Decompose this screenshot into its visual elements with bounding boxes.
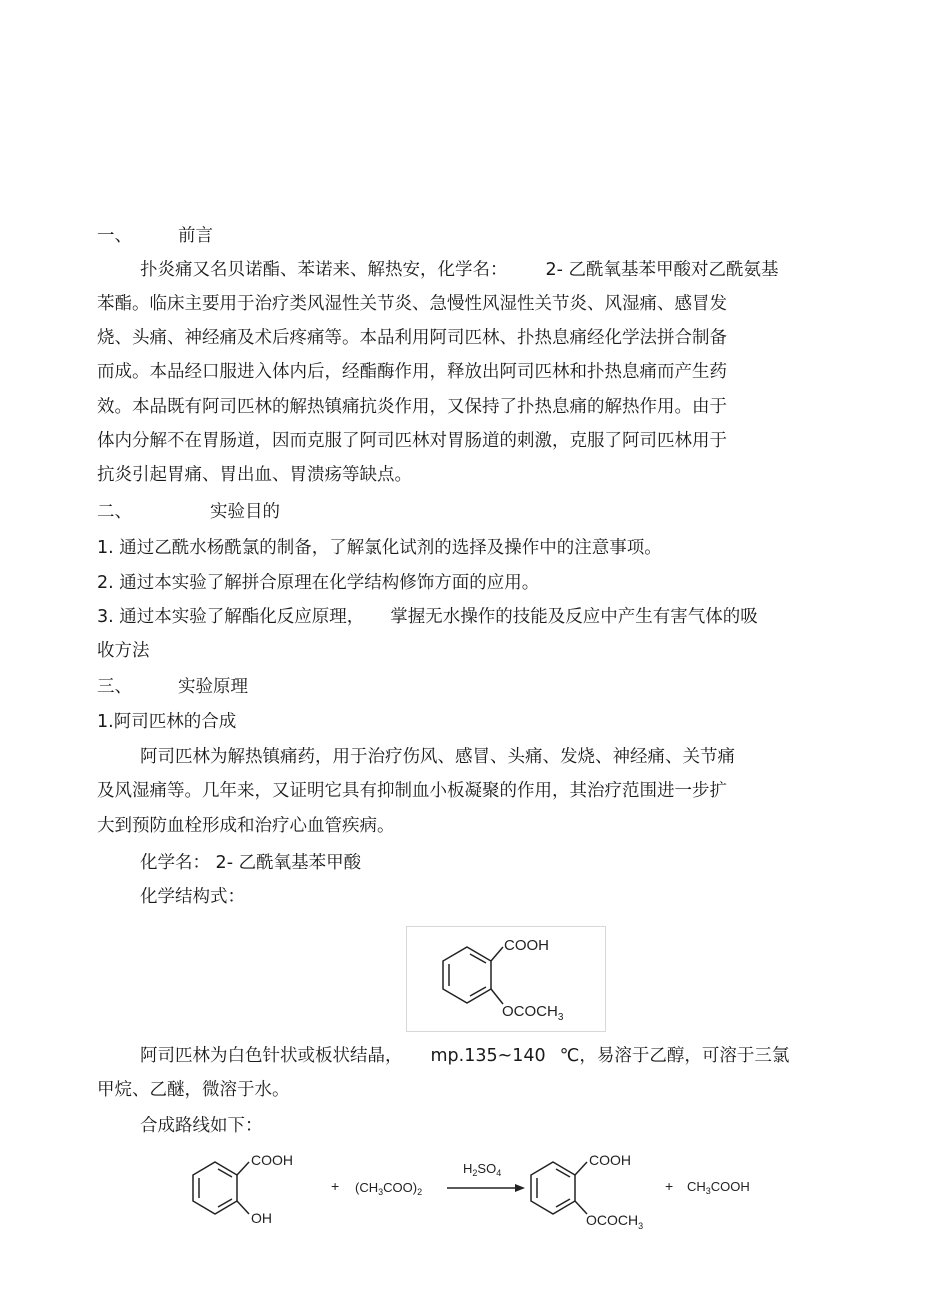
section-number: 三、 xyxy=(97,677,132,697)
oh-label: OH xyxy=(251,1210,272,1226)
arrow-head xyxy=(515,1184,525,1192)
route-label: 合成路线如下： xyxy=(140,1116,263,1136)
paragraph-line: 大到预防血栓形成和治疗心血管疾病。 xyxy=(97,816,395,836)
aspirin-product-ring xyxy=(531,1162,587,1214)
catalyst-label: $H_2SO_4$ xyxy=(463,1161,502,1178)
acetic-acid-label: $CH_3COOH$ xyxy=(687,1179,750,1196)
plus-sign: + xyxy=(665,1178,674,1194)
paragraph-line: 而成。本品经口服进入体内后，经酯酶作用，释放出阿司匹林和扑热息痛而产生药 xyxy=(97,362,727,382)
ester-label: $OCOCH_3$ xyxy=(502,1003,564,1023)
ester-label: $OCOCH_3$ xyxy=(586,1212,644,1231)
cooh-label: COOH xyxy=(251,1152,293,1168)
paragraph-line: 体内分解不在胃肠道，因而克服了阿司匹林对胃肠道的刺激，克服了阿司匹林用于 xyxy=(97,431,727,451)
aim-item-3-cont: 收方法 xyxy=(97,641,150,661)
section-title: 实验原理 xyxy=(178,677,248,697)
section-3-heading xyxy=(97,675,248,699)
paragraph-line: 及风湿痛等。几年来，又证明它具有抑制血小板凝聚的作用，其治疗范围进一步扩 xyxy=(97,781,727,801)
subsection-title: 1.阿司匹林的合成 xyxy=(97,712,237,732)
salicylic-acid-ring xyxy=(193,1162,249,1214)
paragraph-line: 烧、头痛、神经痛及术后疼痛等。本品利用阿司匹林、扑热息痛经化学法拼合制备 xyxy=(97,328,727,348)
paragraph-line: 阿司匹林为解热镇痛药，用于治疗伤风、感冒、头痛、发烧、神经痛、关节痛 xyxy=(140,747,735,767)
properties-line: 甲烷、乙醚，微溶于水。 xyxy=(97,1080,290,1100)
aim-item-1: 1. 通过乙酰水杨酰氯的制备，了解氯化试剂的选择及操作中的注意事项。 xyxy=(97,538,662,558)
plus-sign: + xyxy=(331,1178,340,1194)
properties-line: 阿司匹林为白色针状或板状结晶， mp.135~140 ℃，易溶于乙醇，可溶于三氯 xyxy=(140,1046,790,1066)
aspirin-structure-figure xyxy=(406,926,606,1032)
acetic-anhydride-label: $(CH_3COO)_2$ xyxy=(355,1180,423,1197)
cooh-label: COOH xyxy=(589,1152,631,1168)
cooh-label: COOH xyxy=(504,937,549,954)
paragraph-line: 扑炎痛又名贝诺酯、苯诺来、解热安，化学名： 2- 乙酰氧基苯甲酸对乙酰氨基 xyxy=(140,260,779,280)
section-number: 一、 xyxy=(97,226,132,246)
paragraph-line: 抗炎引起胃痛、胃出血、胃溃疡等缺点。 xyxy=(97,465,412,485)
paragraph-line: 苯酯。临床主要用于治疗类风湿性关节炎、急慢性风湿性关节炎、风湿痛、感冒发 xyxy=(97,294,727,314)
structure-label: 化学结构式： xyxy=(140,887,245,907)
section-title: 前言 xyxy=(178,226,213,246)
paragraph-line: 效。本品既有阿司匹林的解热镇痛抗炎作用，又保持了扑热息痛的解热作用。由于 xyxy=(97,397,727,417)
section-title: 实验目的 xyxy=(210,502,280,522)
chemical-name: 化学名： 2- 乙酰氧基苯甲酸 xyxy=(140,853,362,873)
section-2-heading xyxy=(97,500,280,524)
aim-item-2: 2. 通过本实验了解拼合原理在化学结构修饰方面的应用。 xyxy=(97,573,540,593)
synthesis-scheme xyxy=(185,1145,785,1240)
aspirin-structure-svg xyxy=(407,927,605,1031)
benzene-ring xyxy=(443,947,503,1004)
section-1-heading xyxy=(97,224,213,248)
section-number: 二、 xyxy=(97,502,132,522)
aim-item-3: 3. 通过本实验了解酯化反应原理， 掌握无水操作的技能及反应中产生有害气体的吸 xyxy=(97,607,758,627)
